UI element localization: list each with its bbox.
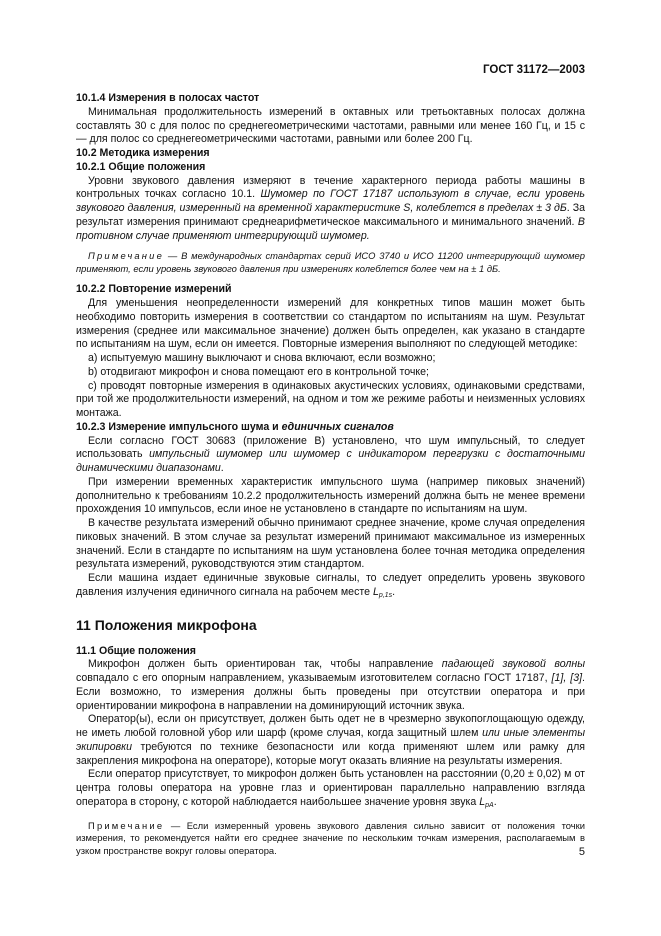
text-run: . (392, 585, 396, 598)
text-run: требуются по технике безопасности или когда применяют шлем или рамку для закрепления микрофона на операторе), которые могут оказать влияние на результаты измерения. (76, 740, 585, 767)
paragraph (76, 435, 585, 476)
text-run: 10.1.4 Измерения в полосах частот (76, 92, 260, 104)
text-run: Если согласно ГОСТ 30683 (приложение В) установлено, что шум импульсный, то следует использовать (76, 434, 585, 461)
text-run: или иные элементы экипировки (76, 727, 585, 753)
text-run: Микрофон должен быть ориентирован так, чтобы направление (88, 658, 442, 671)
document-page (76, 64, 585, 865)
paragraph (76, 768, 585, 812)
section-heading (76, 283, 585, 297)
section-heading (76, 421, 585, 435)
paragraph (76, 517, 585, 572)
paragraph (76, 380, 585, 421)
note (76, 250, 585, 275)
text-run: импульсный шумомер или шумомер с индикатором перегрузки с достаточными динамическими диапазонами (76, 448, 585, 475)
note (76, 820, 585, 858)
text-run: Шумомер по ГОСТ 17187 используют в случае, если уровень звукового давления, измеренный на временной характеристике S, колеблется в пределах ± 3 дБ (76, 188, 585, 214)
text-run: Минимальная продолжительность измерений в октавных или третьоктавных полосах должна составлять 30 с для полос по среднегеометрическими частотами, равными или менее 160 Гц, и 15 с — для полос со среднегеометрическими частотами, равными или более 200 Гц. (76, 105, 585, 146)
section-heading (76, 147, 585, 161)
text-run: 11.1 Общие положения (76, 644, 196, 657)
text-run: Для уменьшения неопределенности измерений для конкретных типов машин может быть необходимо повторить измерения в соответствии со стандартом по испытаниям на шум. Результат измерения (среднее или максимальное значение) должен быть определен, как указано в стандарте по испытаниям на шум, если он имеется. Повторные измерения выполняют по следующей методике: (76, 297, 585, 351)
text-run: 10.2.2 Повторение измерений (76, 283, 232, 296)
text-run: — Если измеренный уровень звукового давления сильно зависит от положения точки измерения, то рекомендуется найти его среднее значение по нескольким точкам измерения, располагаемым в узком пространстве вокруг головы оператора. (76, 819, 585, 856)
paragraph (76, 658, 585, 713)
text-run: 11 Положения микрофона (76, 616, 257, 633)
text-run: . За результат измерения принимают среднеарифметическое максимального и минимального значений. (76, 202, 585, 228)
text-run: 10.2.3 Измерение импульсного шума и (76, 420, 282, 433)
paragraph (76, 476, 585, 517)
section-heading (76, 161, 585, 175)
paragraph (76, 366, 585, 380)
chapter-heading (64, 617, 585, 633)
text-run: p,1s (378, 591, 393, 599)
paragraph (76, 572, 585, 603)
section-heading (76, 645, 585, 659)
section-heading (76, 92, 585, 106)
text-run: c) проводят повторные измерения в одинаковых акустических условиях, одинаковыми средствами, при той же продолжительности измерений, на одном и том же режиме работы и неизменных условиях монтажа. (76, 379, 585, 420)
text-run: Оператор(ы), если он присутствует, должен быть одет не в чрезмерно звукопоглощающую одежду, не иметь любой головной убор или шарф (кроме случая, когда защитный шлем (76, 713, 585, 740)
text-run: Примечание (88, 250, 164, 262)
text-run: единичных сигналов (281, 420, 394, 433)
text-run: 10.2.1 Общие положения (76, 160, 206, 173)
document-code-header: ГОСТ 31172—2003 (483, 64, 585, 76)
text-run: Если машина издает единичные звуковые сигналы, то следует определить уровень звукового давления излучения единичного сигнала на рабочем месте (76, 572, 585, 598)
text-run: . Если возможно, то измерения должны быть проведены при отсутствии оператора и при ориентировании микрофона в направлении на доминирующий источник звука. (76, 672, 585, 712)
text-run: . (220, 462, 224, 475)
paragraph (76, 106, 585, 147)
text-run: . (493, 795, 497, 808)
text-run: Примечание (88, 819, 165, 831)
text-run: При измерении временных характеристик импульсного шума (например пиковых значений) дополнительно к требованиям 10.2.2 продолжительность измерений должна быть не менее времени прохождения 10 импульсов, если иное не установлено в стандарте по испытаниям на шум. (76, 475, 585, 516)
text-run: pA (485, 801, 494, 809)
paragraph (76, 175, 585, 244)
document-body (76, 92, 585, 857)
paragraph (76, 352, 585, 366)
text-run: L (479, 795, 486, 808)
paragraph (76, 713, 585, 768)
page-number: 5 (578, 846, 585, 858)
text-run: Если оператор присутствует, то микрофон должен быть установлен на расстоянии (0,20 ± 0,02) м от центра головы оператора на уровне глаз и ориентирован параллельно направлению взгляда оператора в сторону, с которой наблюдается наибольшее значение уровня звука (76, 768, 585, 808)
text-run: В противном случае применяют интегрирующий шумомер. (76, 215, 585, 242)
text-run: — В международных стандартах серий ИСО 3740 и ИСО 11200 интегрирующий шумомер применяют, если уровень звукового давления при измерениях колеблется более чем на ± 1 дБ. (76, 250, 585, 274)
text-run: b) отодвигают микрофон и снова помещают его в контрольной точке; (88, 365, 429, 378)
text-run: падающей звуковой волны (441, 658, 585, 671)
text-run: Уровни звукового давления измеряют в течение характерного периода работы машины в контрольных точках согласно 10.1. (76, 174, 585, 201)
text-run: [1], [3] (551, 672, 583, 685)
text-run: L (372, 585, 379, 598)
text-run: a) испытуемую машину выключают и снова включают, если возможно; (88, 352, 436, 365)
text-run: В качестве результата измерений обычно принимают среднее значение, кроме случая определения пиковых значений. В этом случае за результат измерений принимают максимальное из измеренных значений. Если в стандарте по испытаниям на шум установлена более точная методика определения результата измерений, руководствуются этим стандартом. (76, 517, 585, 571)
paragraph (76, 297, 585, 352)
text-run: 10.2 Методика измерения (76, 147, 210, 159)
text-run: совпадало с его опорным направлением, указываемым изготовителем согласно ГОСТ 17187, (76, 672, 552, 685)
